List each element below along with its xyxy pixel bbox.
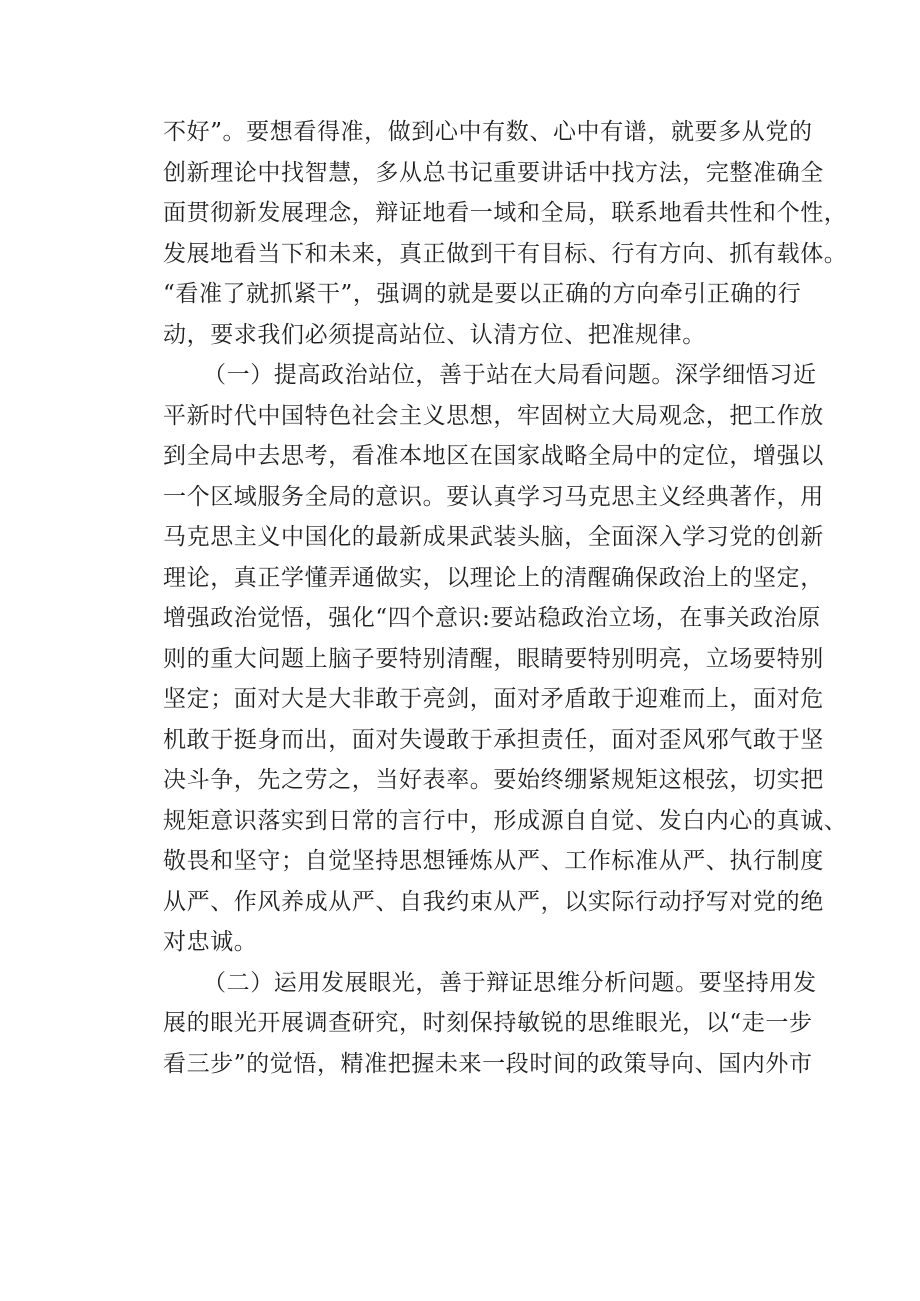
- text-line: 规矩意识落实到日常的言行中，形成源自自觉、发白内心的真诚、: [163, 807, 848, 834]
- text-line: 则的重大问题上脑子要特别清醒，眼睛要特别明亮，立场要特别: [163, 645, 824, 672]
- text-line: 创新理论中找智慧，多从总书记重要讲话中找方法，完整准确全: [163, 159, 824, 186]
- body-text: [163, 112, 848, 1084]
- text-line: 对忠诚。: [163, 929, 258, 955]
- text-line: 看三步”的觉悟，精准把握未来一段时间的政策导向、国内外市: [163, 1050, 813, 1077]
- text-line: 一个区域服务全局的意识。要认真学习马克思主义经典著作，用: [163, 483, 824, 510]
- text-line: 决斗争，先之劳之，当好表率。要始终绷紧规矩这根弦，切实把: [163, 767, 824, 793]
- text-line: “看准了就抓紧干”，强调的就是要以正确的方向牵引正确的行: [163, 281, 802, 307]
- text-line: 理论，真正学懂弄通做实，以理论上的清醒确保政治上的坚定，: [163, 564, 824, 591]
- section-heading-line: （一）提高政治站位，善于站在大局看问题。深学细悟习近: [203, 362, 817, 388]
- text-line: 展的眼光开展调查研究，时刻保持敏锐的思维眼光，以“走一步: [163, 1010, 813, 1036]
- text-line: 从严、作风养成从严、自我约束从严，以实际行动抒写对党的绝: [163, 888, 824, 915]
- text-line: 动，要求我们必须提高站位、认清方位、把准规律。: [163, 321, 706, 348]
- text-line: 发展地看当下和未来，真正做到干有目标、行有方向、抓有载体。: [163, 240, 848, 267]
- text-line: 平新时代中国特色社会主义思想，牢固树立大局观念，把工作放: [163, 402, 824, 429]
- section-heading-line: （二）运用发展眼光，善于辩证思维分析问题。要坚持用发: [203, 969, 817, 996]
- text-line: 增强政治觉悟，强化“四个意识:要站稳政治立场，在事关政治原: [163, 605, 821, 631]
- text-line: 马克思主义中国化的最新成果武装头脑，全面深入学习党的创新: [163, 524, 824, 550]
- text-line: 面贯彻新发展理念，辩证地看一域和全局，联系地看共性和个性，: [163, 200, 848, 226]
- text-line: 不好”。要想看得准，做到心中有数、心中有谱，就要多从党的: [163, 119, 813, 145]
- text-line: 到全局中去思考，看准本地区在国家战略全局中的定位，增强以: [163, 443, 824, 469]
- text-line: 机敢于挺身而出，面对失谩敢于承担责任，面对歪风邪气敢于坚: [163, 726, 824, 753]
- text-line: 敬畏和坚守；自觉坚持思想锤炼从严、工作标准从严、执行制度: [163, 848, 824, 874]
- text-line: 坚定；面对大是大非敢于亮剑，面对矛盾敢于迎难而上，面对危: [163, 686, 824, 712]
